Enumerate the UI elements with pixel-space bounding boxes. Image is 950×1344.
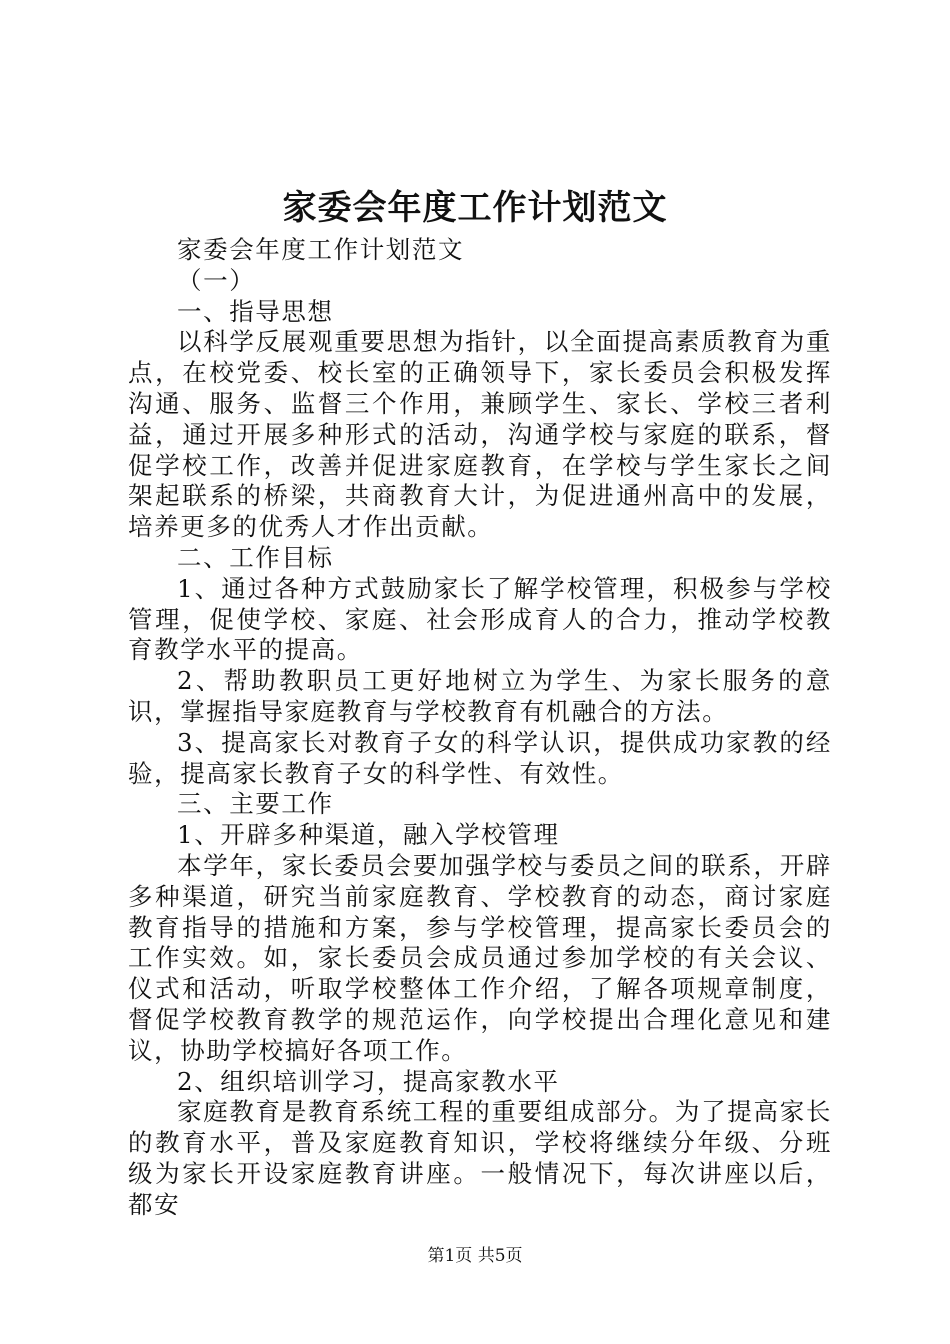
paragraph-guiding-ideology: 以科学反展观重要思想为指针，以全面提高素质教育为重点，在校党委、校长室的正确领导下，家长委员会积极发挥沟通、服务、监督三个作用，兼顾学生、家长、学校三者利益，通过开展多种形式的活动，沟通学校与家庭的联系，督促学校工作，改善并促进家庭教育，在学校与学生家长之间架起联系的桥梁，共商教育大计，为促进通州高中的发展，培养更多的优秀人才作出贡献。 xyxy=(128,327,832,542)
paragraph-goal-3: 3、提高家长对教育子女的科学认识，提供成功家教的经验，提高家长教育子女的科学性、有效性。 xyxy=(128,727,832,788)
document-title: 家委会年度工作计划范文 xyxy=(282,188,668,228)
subheading-channels: 1、开辟多种渠道，融入学校管理 xyxy=(177,820,560,850)
page-number: 第1页 共5页 xyxy=(427,1246,523,1266)
heading-work-goals: 二、工作目标 xyxy=(177,542,334,572)
paragraph-goal-1: 1、通过各种方式鼓励家长了解学校管理，积极参与学校管理，促使学校、家庭、社会形成育人的合力，推动学校教育教学水平的提高。 xyxy=(128,573,832,665)
paragraph-goal-2: 2、帮助教职员工更好地树立为学生、为家长服务的意识，掌握指导家庭教育与学校教育有机融合的方法。 xyxy=(128,666,832,726)
paragraph-subtitle: 家委会年度工作计划范文 xyxy=(177,235,465,264)
paragraph-training: 家庭教育是教育系统工程的重要组成部分。为了提高家长的教育水平，普及家庭教育知识，学校将继续分年级、分班级为家长开设家庭教育讲座。一般情况下，每次讲座以后，都安 xyxy=(128,1097,832,1219)
document-body xyxy=(128,235,832,1221)
paragraph-section-number: （一） xyxy=(177,265,256,295)
heading-guiding-ideology: 一、指导思想 xyxy=(177,296,334,326)
heading-main-work: 三、主要工作 xyxy=(177,789,334,819)
paragraph-channels: 本学年，家长委员会要加强学校与委员之间的联系，开辟多种渠道，研究当前家庭教育、学校教育的动态，商讨家庭教育指导的措施和方案，参与学校管理，提高家长委员会的工作实效。如，家长委员会成员通过参加学校的有关会议、仪式和活动，听取学校整体工作介绍，了解各项规章制度，督促学校教育教学的规范运作，向学校提出合理化意见和建议，协助学校搞好各项工作。 xyxy=(128,850,832,1065)
subheading-training: 2、组织培训学习，提高家教水平 xyxy=(177,1066,560,1096)
